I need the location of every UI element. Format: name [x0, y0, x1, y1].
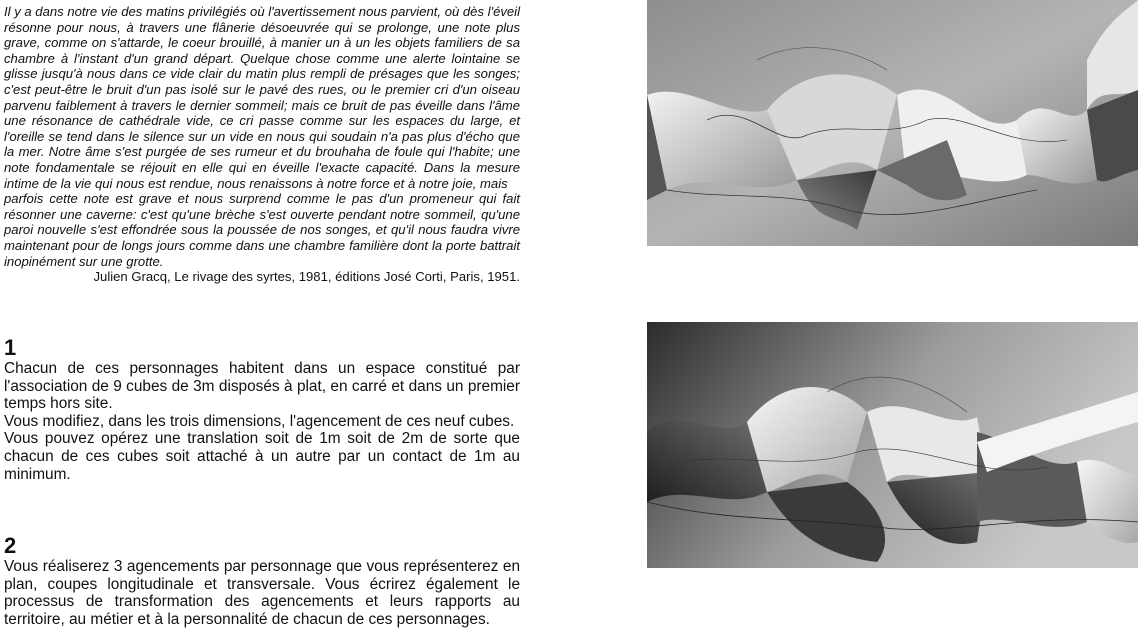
sculpture-photo-top	[647, 0, 1138, 246]
literary-quote	[4, 4, 520, 269]
section-2-number: 2	[4, 533, 17, 558]
sculpture-photo-bottom-image	[647, 322, 1138, 568]
quote-paragraph-1: Il y a dans notre vie des matins privilégiés où l'avertissement nous parvient, où dès l'éveil résonne pour nous, à travers une flânerie désoeuvrée qui se prolonge, une note plus grave, comme on s'attarde, le coeur brouillé, à manier un à un les objets familiers de sa chambre à l'instant d'un grand départ. Quelque chose comme une alerte lointaine se glisse jusqu'à nous dans ce vide clair du matin plus rempli de présages que les songes; c'est peut-être le bruit d'un pas isolé sur le pavé des rues, ou le premier cri d'un oiseau parvenu faiblement à travers le dernier sommeil; mais ce bruit de pas éveille dans l'âme une résonance de cathédrale vide, ce cri passe comme sur les espaces du large, et l'oreille se tend dans le silence sur un vide en nous qui soudain n'a pas plus d'écho que la mer. Notre âme s'est purgée de ses rumeur et du brouhaha de foule qui l'habite; une note fondamentale se réjouit en elle qui en éveille l'exacte capacité. Dans la mesure intime de la vie qui nous est rendue, nous renaissons à notre force et à notre joie, mais	[4, 4, 520, 191]
section-1-paragraph-2: Vous modifiez, dans les trois dimensions, l'agencement de ces neuf cubes.	[4, 412, 515, 430]
section-1	[4, 336, 520, 483]
section-1-paragraph-1: Chacun de ces personnages habitent dans un espace constitué par l'association de 9 cubes de 3m disposés à plat, en carré et dans un premier temps hors site.	[4, 360, 520, 413]
section-2-paragraph-1: Vous réaliserez 3 agencements par personnage que vous représenterez en plan, coupes longitudinale et transversale. Vous écrirez également le processus de transformation des agencements et leurs rapports au territoire, au métier et à la personnalité de chacun de ces personnages.	[4, 558, 520, 628]
text-column	[4, 4, 520, 628]
sculpture-photo-top-image	[647, 0, 1138, 246]
section-2-text	[4, 558, 520, 628]
section-1-number: 1	[4, 335, 17, 360]
section-2	[4, 534, 520, 628]
section-1-paragraph-3: Vous pouvez opérez une translation soit de 1m soit de 2m de sorte que chacun de ces cubes soit attaché à un autre par un contact de 1m au minimum.	[4, 430, 520, 483]
section-1-text	[4, 360, 520, 483]
sculpture-photo-bottom	[647, 322, 1138, 568]
quote-citation: Julien Gracq, Le rivage des syrtes, 1981, éditions José Corti, Paris, 1951.	[93, 269, 520, 285]
quote-paragraph-2: parfois cette note est grave et nous surprend comme le pas d'un promeneur qui fait résonner une caverne: c'est qu'une brèche s'est ouverte pendant notre sommeil, qu'une paroi nouvelle s'est effondrée sous la poussée de nos songes, et qu'il nous faudra vivre maintenant pour de longs jours comme dans une chambre familière dont la porte battrait inopinément sur une grotte.	[4, 191, 520, 269]
